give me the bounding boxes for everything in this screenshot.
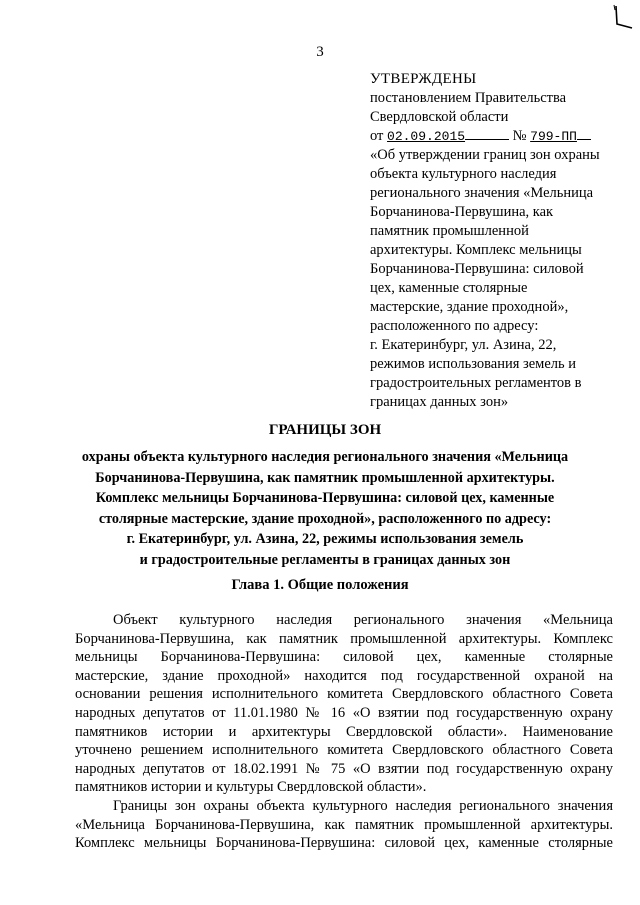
paragraph-line: уточнено решением исполнительного комитета Свердловского областного Совета <box>75 742 613 759</box>
approval-date-number-line <box>370 127 630 146</box>
approval-title-line: цех, каменные столярные <box>370 280 528 296</box>
approval-title-line: памятник промышленной <box>370 223 529 239</box>
approval-title-line: архитектуры. Комплекс мельницы <box>370 242 582 258</box>
paragraph-line: народных депутатов от 18.02.1991 № 75 «О взятии под государственную охрану <box>75 760 613 777</box>
decree-number: 799-ПП <box>530 129 577 144</box>
subtitle-line: охраны объекта культурного наследия регионального значения «Мельница <box>81 449 569 465</box>
approval-title-line: границах данных зон» <box>370 394 509 410</box>
paragraph-line: Борчанинова-Первушина, как памятник промышленной архитектуры. Комплекс <box>75 630 613 647</box>
corner-scan-mark <box>612 4 634 30</box>
subtitle-line: Комплекс мельницы Борчанинова-Первушина: силовой цех, каменные <box>95 490 555 506</box>
approval-line-1: постановлением Правительства <box>370 90 567 106</box>
approval-line-2: Свердловской области <box>370 109 509 125</box>
paragraph-line: мастерские, здание проходной» находится под государственной охраной на <box>75 667 613 684</box>
paragraph-line: Комплекс мельницы Борчанинова-Первушина: силовой цех, каменные столярные <box>75 835 613 852</box>
date-underline <box>465 129 509 140</box>
approval-title-line: «Об утверждении границ зон охраны <box>370 147 600 163</box>
approval-title-line: регионального значения «Мельница <box>370 185 594 201</box>
approval-heading: УТВЕРЖДЕНЫ <box>370 71 477 87</box>
paragraph-line: Объект культурного наследия регионального значения «Мельница <box>113 612 613 628</box>
approval-title-line: объекта культурного наследия <box>370 166 557 182</box>
date-prefix: от <box>370 128 384 144</box>
approval-title-line: г. Екатеринбург, ул. Азина, 22, <box>370 337 557 353</box>
page-number: 3 <box>316 44 324 60</box>
approval-title-line: Борчанинова-Первушина, как <box>370 204 554 220</box>
subtitle-line: и градостроительные регламенты в границах данных зон <box>139 551 511 568</box>
document-subtitle <box>40 447 610 570</box>
decree-date: 02.09.2015 <box>387 129 466 144</box>
approval-title-line: мастерские, здание проходной», <box>370 299 569 315</box>
number-prefix: № <box>512 128 527 144</box>
approval-stamp-block <box>370 70 630 412</box>
paragraph-line: памятников истории и культуры Свердловской области». <box>75 779 427 796</box>
paragraph-line: мельницы Борчанинова-Первушина: силовой цех, каменные столярные <box>75 649 613 666</box>
paragraph-line: памятников истории и архитектуры Свердловской области». Наименование <box>75 723 613 740</box>
document-title-block <box>40 422 610 570</box>
approval-title-line: Борчанинова-Первушина: силовой <box>370 261 584 277</box>
number-underline <box>577 129 591 140</box>
approval-title-line: градостроительных регламентов в <box>370 375 582 391</box>
body-text <box>75 611 613 853</box>
paragraph-line: основании решения исполнительного комитета Свердловского областного Совета <box>75 686 613 703</box>
document-title: ГРАНИЦЫ ЗОН <box>268 422 382 438</box>
approval-title-line: режимов использования земель и <box>370 356 577 372</box>
chapter-heading: Глава 1. Общие положения <box>231 577 409 593</box>
paragraph-line: народных депутатов от 11.01.1980 № 16 «О взятии под государственную охрану <box>75 704 613 721</box>
subtitle-line: г. Екатеринбург, ул. Азина, 22, режимы использования земель <box>126 531 524 547</box>
paragraph-line: Границы зон охраны объекта культурного наследия регионального значения <box>113 797 613 814</box>
paragraph-line: «Мельница Борчанинова-Первушина, как памятник промышленной архитектуры. <box>75 816 613 833</box>
approval-title-line: расположенного по адресу: <box>370 318 539 334</box>
subtitle-line: Борчанинова-Первушина, как памятник промышленной архитектуры. <box>95 469 555 486</box>
subtitle-line: столярные мастерские, здание проходной», расположенного по адресу: <box>98 510 552 527</box>
